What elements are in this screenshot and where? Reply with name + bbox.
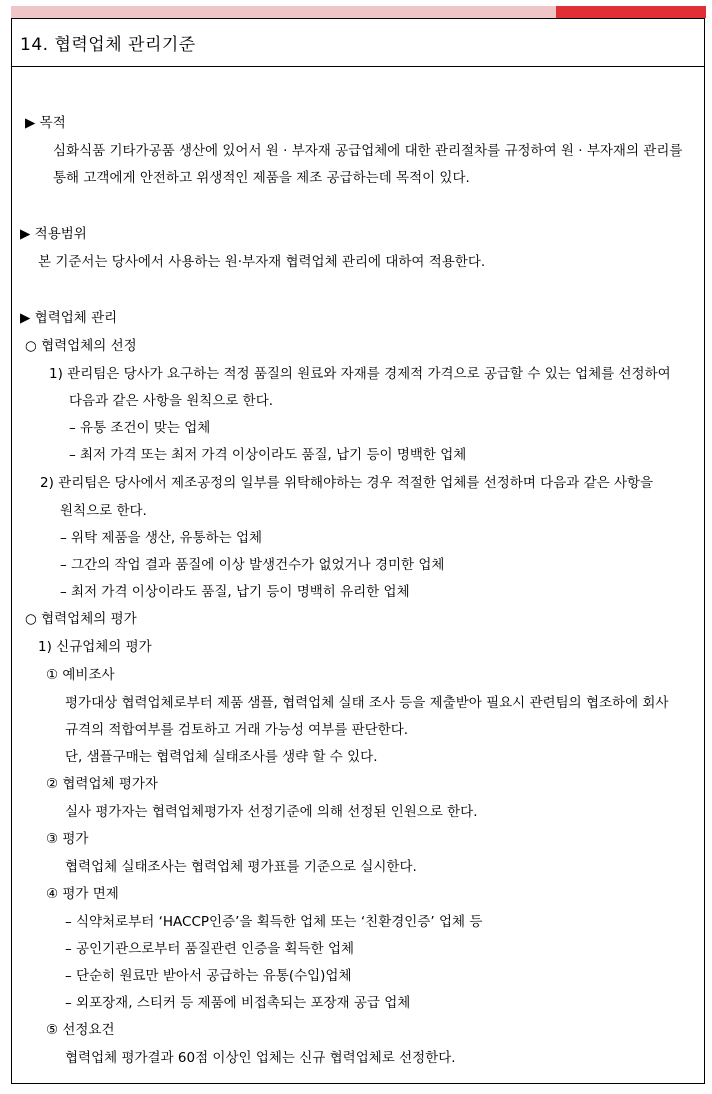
numbered-item: 1) 신규업체의 평가 — [38, 639, 152, 655]
header-bar-pink — [11, 6, 556, 18]
circled-item: ③ 평가 — [46, 831, 89, 847]
circled-item: ① 예비조사 — [46, 667, 115, 683]
section-heading-scope: ▶ 적용범위 — [20, 226, 87, 242]
list-item: – 위탁 제품을 생산, 유통하는 업체 — [60, 530, 263, 546]
list-item: – 식약처로부터 ‘HACCP인증’을 획득한 업체 또는 ‘친환경인증’ 업체 등 — [65, 914, 483, 930]
list-item: – 공인기관으로부터 품질관련 인증을 획득한 업체 — [65, 941, 355, 957]
circled-item: ⑤ 선정요건 — [46, 1022, 115, 1038]
section-heading-management: ▶ 협력업체 관리 — [20, 310, 118, 326]
circled-item: ② 협력업체 평가자 — [46, 776, 158, 792]
paragraph-line: 원칙으로 한다. — [60, 503, 147, 519]
paragraph-line: 통해 고객에게 안전하고 위생적인 제품을 제조 공급하는데 목적이 있다. — [53, 170, 470, 186]
page-title: 14. 협력업체 관리기준 — [20, 35, 196, 55]
document-frame — [11, 18, 705, 1084]
document-body — [12, 67, 704, 1083]
numbered-item: 2) 관리팀은 당사에서 제조공정의 일부를 위탁해야하는 경우 적절한 업체를 선정하며 다음과 같은 사항을 — [40, 475, 654, 491]
list-item: – 최저 가격 또는 최저 가격 이상이라도 품질, 납기 등이 명백한 업체 — [69, 447, 467, 463]
paragraph-line: 본 기준서는 당사에서 사용하는 원·부자재 협력업체 관리에 대하여 적용한다. — [38, 254, 486, 270]
title-row — [12, 19, 704, 67]
subsection-heading: ○ 협력업체의 선정 — [25, 338, 137, 354]
paragraph-line: 협력업체 평가결과 60점 이상인 업체는 신규 협력업체로 선정한다. — [65, 1050, 456, 1066]
list-item: – 최저 가격 이상이라도 품질, 납기 등이 명백히 유리한 업체 — [60, 584, 410, 600]
list-item: – 외포장재, 스티커 등 제품에 비접촉되는 포장재 공급 업체 — [65, 995, 411, 1011]
paragraph-line: 평가대상 협력업체로부터 제품 샘플, 협력업체 실태 조사 등을 제출받아 필요시 관련팀의 협조하에 회사 — [65, 695, 669, 711]
list-item: – 그간의 작업 결과 품질에 이상 발생건수가 없었거나 경미한 업체 — [60, 557, 445, 573]
paragraph-line: 규격의 적합여부를 검토하고 거래 가능성 여부를 판단한다. — [65, 722, 409, 738]
paragraph-line: 심화식품 기타가공품 생산에 있어서 원 · 부자재 공급업체에 대한 관리절차를 규정하여 원 · 부자재의 관리를 — [53, 143, 683, 159]
paragraph-line: 협력업체 실태조사는 협력업체 평가표를 기준으로 실시한다. — [65, 859, 417, 875]
subsection-heading: ○ 협력업체의 평가 — [25, 611, 137, 627]
paragraph-line: 다음과 같은 사항을 원칙으로 한다. — [69, 393, 274, 409]
header-color-bar — [11, 6, 706, 18]
list-item: – 단순히 원료만 받아서 공급하는 유통(수입)업체 — [65, 968, 352, 984]
numbered-item: 1) 관리팀은 당사가 요구하는 적정 품질의 원료와 자재를 경제적 가격으로 공급할 수 있는 업체를 선정하여 — [49, 366, 671, 382]
list-item: – 유통 조건이 맞는 업체 — [69, 420, 211, 436]
paragraph-line: 실사 평가자는 협력업체평가자 선정기준에 의해 선정된 인원으로 한다. — [65, 804, 478, 820]
paragraph-line: 단, 샘플구매는 협력업체 실태조사를 생략 할 수 있다. — [65, 749, 378, 765]
circled-item: ④ 평가 면제 — [46, 886, 119, 902]
section-heading-purpose: ▶ 목적 — [25, 115, 66, 131]
header-bar-red — [556, 6, 706, 18]
